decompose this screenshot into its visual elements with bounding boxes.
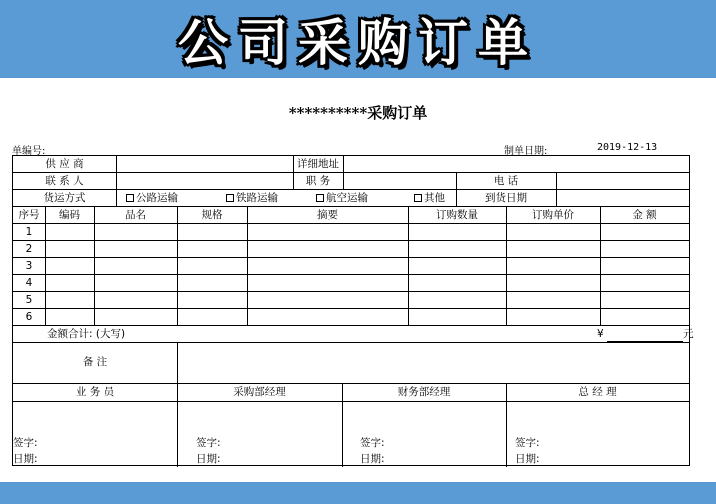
table-row: 6	[25, 311, 33, 323]
created-date-value: 2019-12-13	[597, 142, 658, 153]
currency-symbol: ¥	[597, 328, 604, 340]
supplier-label: 供 应 商	[45, 158, 84, 170]
date-label: 日期:	[360, 453, 385, 465]
total-amount-label: 金额合计: (大写)	[47, 328, 126, 340]
shipping-method-label: 货运方式	[43, 192, 86, 204]
total-amount-blank	[607, 330, 683, 342]
role-purchasing-manager: 采购部经理	[233, 386, 286, 398]
column-header-name: 品名	[125, 209, 146, 221]
checkbox-icon	[316, 194, 324, 202]
address-label: 详细地址	[297, 158, 339, 170]
position-label: 职 务	[305, 175, 331, 187]
shipping-option-other[interactable]: 其他	[414, 190, 445, 206]
shipping-option-rail[interactable]: 铁路运输	[226, 190, 278, 206]
shipping-option-road[interactable]: 公路运输	[126, 190, 178, 206]
column-header-code: 编码	[59, 209, 80, 221]
total-amount-field	[597, 326, 694, 342]
banner-title: 公司采购订单	[178, 14, 538, 72]
order-number-label: 单编号:	[12, 146, 46, 157]
column-header-amount: 金 额	[632, 209, 657, 221]
column-header-summary: 摘要	[317, 209, 338, 221]
table-row: 5	[25, 294, 33, 306]
bottom-banner	[0, 482, 716, 504]
role-finance-manager: 财务部经理	[397, 386, 451, 398]
purchase-order-form	[12, 155, 694, 466]
table-row: 4	[25, 277, 33, 289]
role-general-manager: 总 经 理	[578, 386, 617, 398]
phone-label: 电 话	[493, 175, 519, 187]
shipping-option-air[interactable]: 航空运输	[316, 190, 368, 206]
created-date-label: 制单日期:	[504, 146, 548, 157]
checkbox-icon	[126, 194, 134, 202]
date-label: 日期:	[196, 453, 221, 465]
column-header-quantity: 订购数量	[436, 209, 478, 221]
date-label: 日期:	[13, 453, 38, 465]
date-label: 日期:	[515, 453, 540, 465]
role-salesperson: 业 务 员	[75, 386, 115, 398]
checkbox-icon	[414, 194, 422, 202]
checkbox-icon	[226, 194, 234, 202]
sign-label: 签字:	[360, 437, 385, 449]
table-row: 1	[25, 226, 33, 238]
column-header-spec: 规格	[201, 209, 223, 221]
column-header-index: 序号	[18, 209, 40, 221]
remarks-label: 备 注	[82, 356, 108, 368]
table-row: 2	[25, 243, 33, 255]
sign-label: 签字:	[515, 437, 540, 449]
sign-label: 签字:	[13, 437, 38, 449]
table-row: 3	[25, 260, 33, 272]
arrival-date-label: 到货日期	[485, 192, 527, 204]
sign-label: 签字:	[196, 437, 221, 449]
document-title: **********采购订单	[288, 104, 428, 122]
contact-label: 联 系 人	[45, 175, 84, 187]
currency-unit: 元	[683, 328, 694, 340]
column-header-unit-price: 订购单价	[532, 209, 574, 221]
